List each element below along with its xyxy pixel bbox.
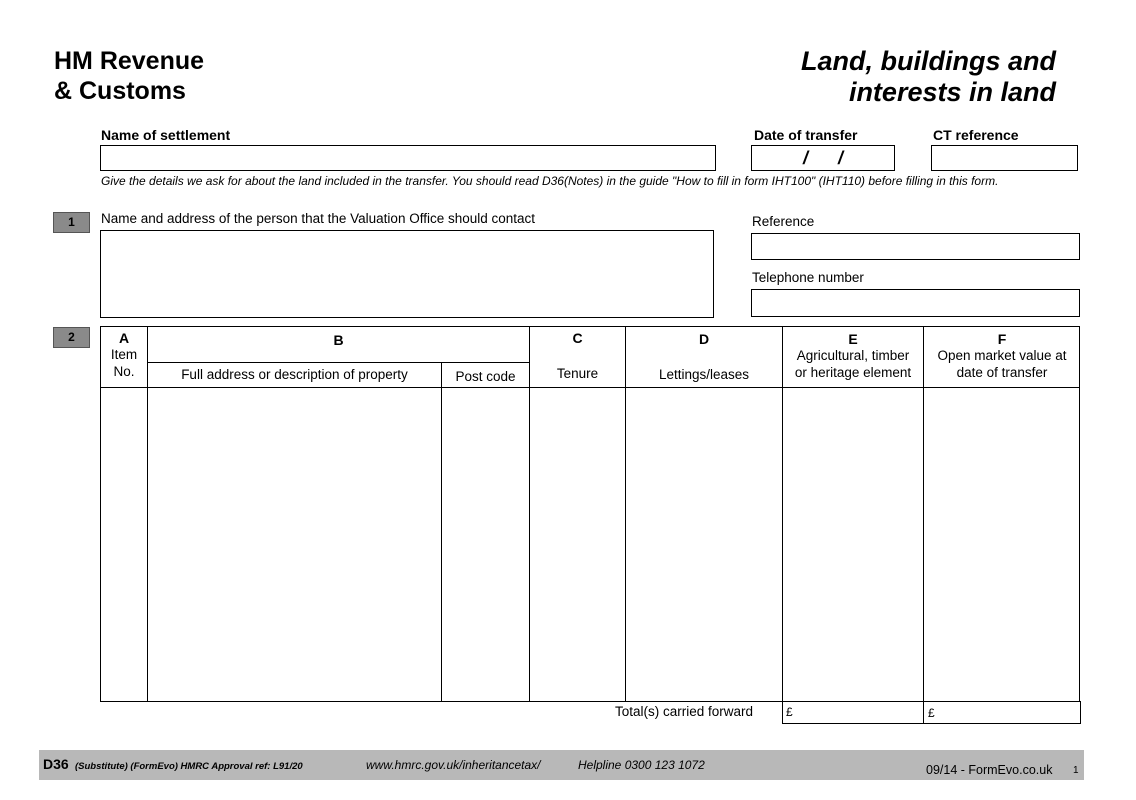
section-1-number: 1 (53, 212, 90, 233)
telephone-field[interactable] (751, 289, 1080, 317)
total-f-field[interactable] (923, 701, 1081, 724)
column-f-line-2: date of transfer (956, 365, 1048, 380)
settlement-field[interactable] (100, 145, 716, 171)
organisation-name (54, 46, 204, 106)
settlement-label: Name of settlement (101, 127, 231, 143)
helpline: Helpline 0300 123 1072 (578, 758, 705, 772)
column-f-letter: F (997, 331, 1007, 347)
column-b-postcode-label: Post code (455, 369, 516, 384)
currency-symbol: £ (928, 706, 935, 720)
telephone-label: Telephone number (752, 270, 864, 285)
column-e-header (783, 331, 923, 381)
column-f-header (924, 331, 1080, 381)
column-f-line-1: Open market value at (937, 348, 1067, 363)
total-e-field[interactable] (782, 701, 924, 724)
date-separator: / (802, 147, 808, 168)
column-b-address-label: Full address or description of property (181, 367, 408, 382)
tenure-cell[interactable] (530, 388, 625, 701)
page-number: 1 (1073, 765, 1079, 776)
reference-label: Reference (752, 214, 815, 229)
column-c-letter: C (572, 330, 583, 346)
column-a-letter: A (118, 330, 130, 346)
date-of-transfer-field[interactable] (751, 145, 895, 171)
form-code: D36 (43, 756, 69, 772)
contact-label: Name and address of the person that the Valuation Office should contact (101, 211, 536, 226)
column-b-letter: B (333, 332, 344, 348)
market-value-cell[interactable] (924, 388, 1079, 701)
currency-symbol: £ (786, 705, 793, 719)
form-title (801, 46, 1056, 108)
organisation-line-1: HM Revenue (54, 47, 205, 75)
column-a-header (101, 330, 147, 380)
column-d-label: Lettings/leases (658, 367, 750, 382)
form-title-line-2: interests in land (848, 77, 1056, 107)
instructions-note: Give the details we ask for about the land included in the transfer. You should read D36(Notes) in the guide "How to fill in form IHT100" (IHT110) before filling in this form. (101, 174, 999, 188)
column-a-line-1: Item (110, 347, 138, 362)
column-e-line-2: or heritage element (794, 365, 912, 380)
section-2-number: 2 (53, 327, 90, 348)
totals-label: Total(s) carried forward (615, 704, 754, 719)
date-separator: / (838, 147, 844, 168)
version-label: 09/14 - FormEvo.co.uk (926, 763, 1053, 777)
lettings-cell[interactable] (626, 388, 782, 701)
ct-reference-label: CT reference (933, 127, 1019, 143)
date-of-transfer-label: Date of transfer (754, 127, 858, 143)
form-title-line-1: Land, buildings and (801, 46, 1056, 76)
column-c-label: Tenure (556, 366, 599, 381)
column-b-subdivider (147, 362, 530, 363)
reference-field[interactable] (751, 233, 1080, 260)
item-number-cell[interactable] (101, 388, 147, 701)
website-link[interactable]: www.hmrc.gov.uk/inheritancetax/ (366, 758, 541, 772)
contact-field[interactable] (100, 230, 714, 318)
column-d-letter: D (698, 331, 710, 347)
postcode-cell[interactable] (442, 388, 529, 701)
address-cell[interactable] (148, 388, 441, 701)
ct-reference-field[interactable] (931, 145, 1078, 171)
column-e-letter: E (848, 331, 858, 347)
agricultural-element-cell[interactable] (783, 388, 923, 701)
column-a-line-2: No. (113, 364, 135, 379)
organisation-line-2: & Customs (54, 77, 186, 105)
approval-reference: (Substitute) (FormEvo) HMRC Approval ref: L91/20 (75, 761, 303, 772)
column-e-line-1: Agricultural, timber (796, 348, 910, 363)
